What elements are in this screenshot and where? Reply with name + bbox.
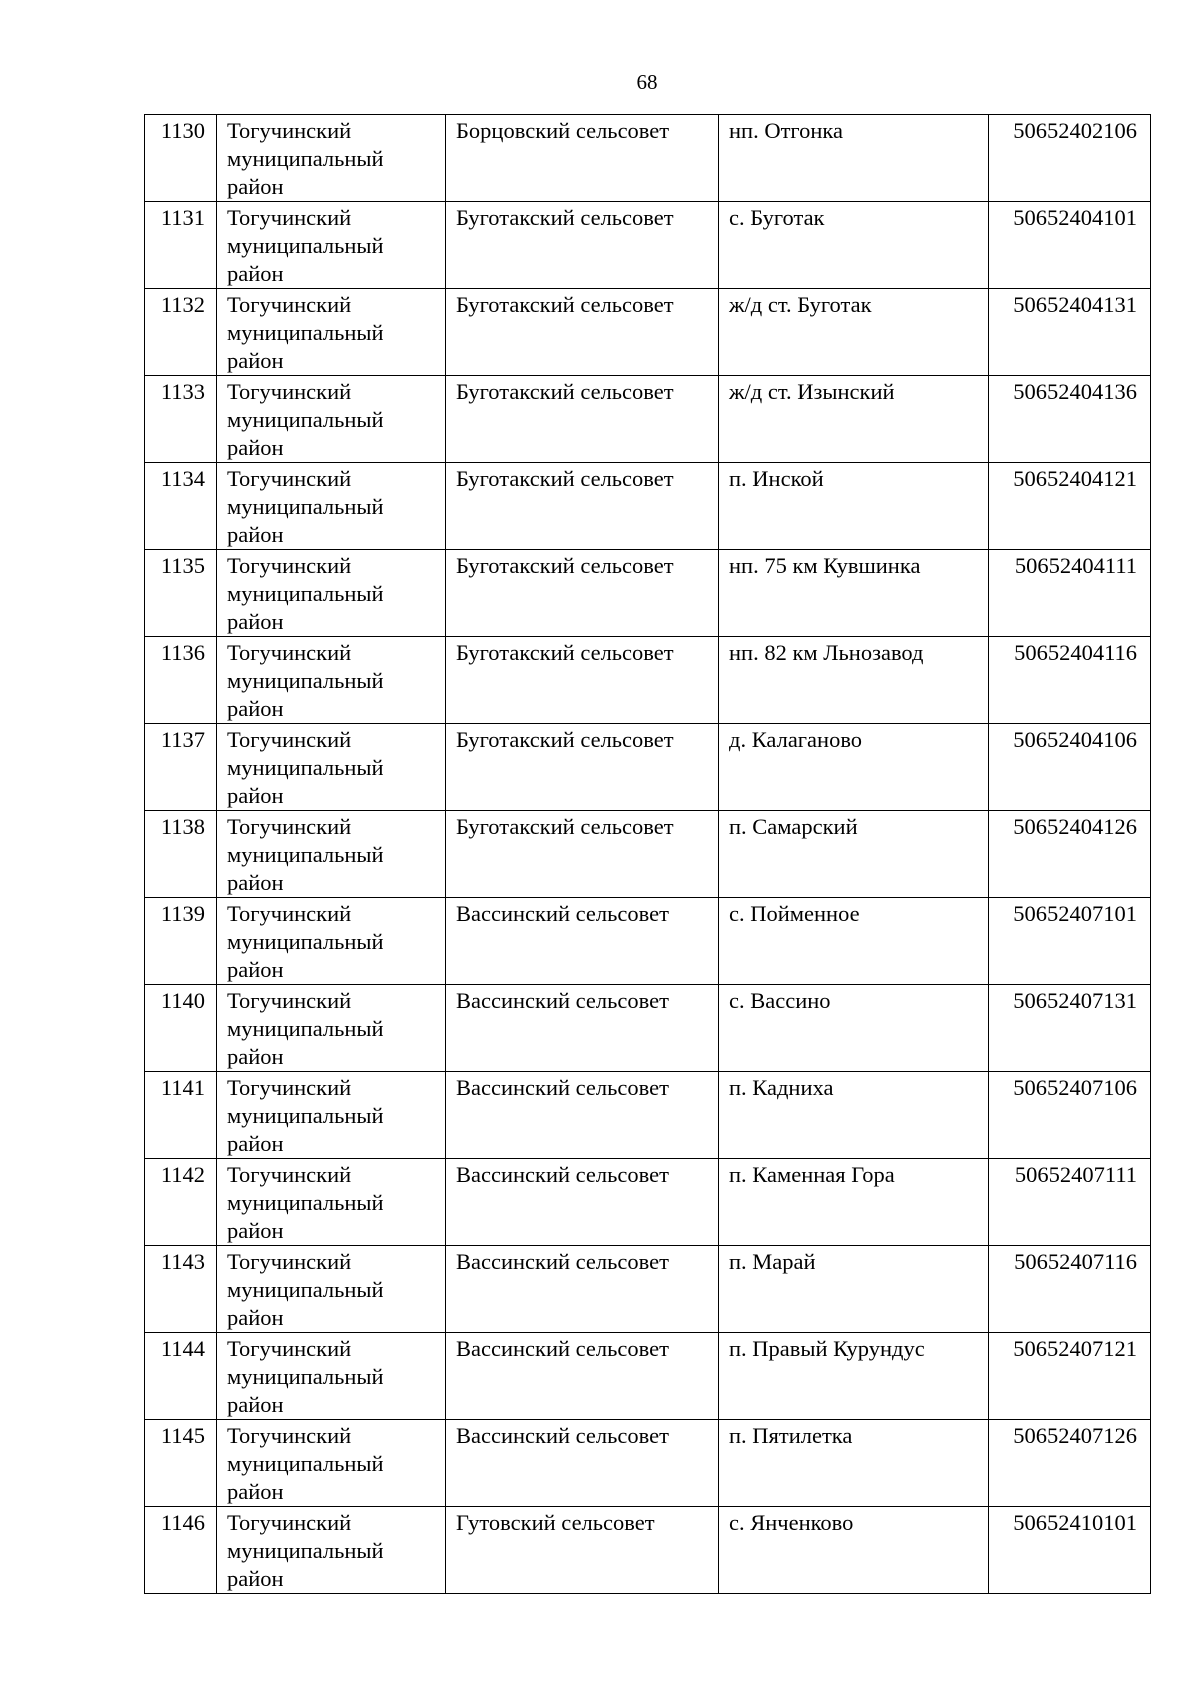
table-row: [145, 1159, 1151, 1246]
settlement-cell: п. Инской: [719, 463, 989, 550]
council-cell: Буготакский сельсовет: [446, 637, 719, 724]
council-cell: Вассинский сельсовет: [446, 1333, 719, 1420]
district-cell: Тогучинский муниципальный район: [217, 289, 446, 376]
settlement-cell: п. Кадниха: [719, 1072, 989, 1159]
settlement-cell: п. Самарский: [719, 811, 989, 898]
council-cell: Вассинский сельсовет: [446, 1159, 719, 1246]
district-cell: Тогучинский муниципальный район: [217, 1420, 446, 1507]
oktmo-code-cell: 50652407116: [989, 1246, 1151, 1333]
district-cell: Тогучинский муниципальный район: [217, 463, 446, 550]
table-row: [145, 202, 1151, 289]
settlement-cell: с. Янченково: [719, 1507, 989, 1594]
row-number-cell: 1130: [145, 115, 217, 202]
district-cell: Тогучинский муниципальный район: [217, 115, 446, 202]
council-cell: Буготакский сельсовет: [446, 202, 719, 289]
district-cell: Тогучинский муниципальный район: [217, 202, 446, 289]
table-row: [145, 811, 1151, 898]
row-number-cell: 1137: [145, 724, 217, 811]
council-cell: Вассинский сельсовет: [446, 898, 719, 985]
table-row: [145, 1507, 1151, 1594]
oktmo-code-cell: 50652410101: [989, 1507, 1151, 1594]
row-number-cell: 1138: [145, 811, 217, 898]
row-number-cell: 1131: [145, 202, 217, 289]
council-cell: Буготакский сельсовет: [446, 463, 719, 550]
district-cell: Тогучинский муниципальный район: [217, 637, 446, 724]
settlement-cell: п. Марай: [719, 1246, 989, 1333]
oktmo-code-cell: 50652404121: [989, 463, 1151, 550]
row-number-cell: 1145: [145, 1420, 217, 1507]
row-number-cell: 1140: [145, 985, 217, 1072]
table-row: [145, 550, 1151, 637]
settlement-cell: с. Пойменное: [719, 898, 989, 985]
oktmo-code-cell: 50652402106: [989, 115, 1151, 202]
row-number-cell: 1135: [145, 550, 217, 637]
oktmo-code-cell: 50652407106: [989, 1072, 1151, 1159]
settlements-table: [144, 114, 1151, 1594]
oktmo-code-cell: 50652404101: [989, 202, 1151, 289]
table-row: [145, 724, 1151, 811]
oktmo-code-cell: 50652404106: [989, 724, 1151, 811]
settlement-cell: с. Вассино: [719, 985, 989, 1072]
table-row: [145, 376, 1151, 463]
district-cell: Тогучинский муниципальный район: [217, 1507, 446, 1594]
district-cell: Тогучинский муниципальный район: [217, 724, 446, 811]
oktmo-code-cell: 50652407126: [989, 1420, 1151, 1507]
table-row: [145, 115, 1151, 202]
district-cell: Тогучинский муниципальный район: [217, 1159, 446, 1246]
table-row: [145, 637, 1151, 724]
council-cell: Вассинский сельсовет: [446, 1246, 719, 1333]
oktmo-code-cell: 50652404116: [989, 637, 1151, 724]
row-number-cell: 1139: [145, 898, 217, 985]
row-number-cell: 1142: [145, 1159, 217, 1246]
district-cell: Тогучинский муниципальный район: [217, 1246, 446, 1333]
settlement-cell: нп. 82 км Льнозавод: [719, 637, 989, 724]
row-number-cell: 1146: [145, 1507, 217, 1594]
row-number-cell: 1141: [145, 1072, 217, 1159]
council-cell: Буготакский сельсовет: [446, 550, 719, 637]
district-cell: Тогучинский муниципальный район: [217, 1333, 446, 1420]
council-cell: Вассинский сельсовет: [446, 1420, 719, 1507]
district-cell: Тогучинский муниципальный район: [217, 1072, 446, 1159]
row-number-cell: 1134: [145, 463, 217, 550]
district-cell: Тогучинский муниципальный район: [217, 376, 446, 463]
oktmo-code-cell: 50652404111: [989, 550, 1151, 637]
settlement-cell: ж/д ст. Изынский: [719, 376, 989, 463]
settlement-cell: нп. Отгонка: [719, 115, 989, 202]
settlement-cell: ж/д ст. Буготак: [719, 289, 989, 376]
table-row: [145, 289, 1151, 376]
district-cell: Тогучинский муниципальный район: [217, 898, 446, 985]
council-cell: Вассинский сельсовет: [446, 1072, 719, 1159]
oktmo-code-cell: 50652407101: [989, 898, 1151, 985]
row-number-cell: 1132: [145, 289, 217, 376]
district-cell: Тогучинский муниципальный район: [217, 550, 446, 637]
settlement-cell: п. Пятилетка: [719, 1420, 989, 1507]
council-cell: Буготакский сельсовет: [446, 811, 719, 898]
oktmo-code-cell: 50652404131: [989, 289, 1151, 376]
settlement-cell: нп. 75 км Кувшинка: [719, 550, 989, 637]
oktmo-code-cell: 50652404136: [989, 376, 1151, 463]
table-row: [145, 985, 1151, 1072]
settlement-cell: с. Буготак: [719, 202, 989, 289]
table-row: [145, 1246, 1151, 1333]
oktmo-code-cell: 50652407111: [989, 1159, 1151, 1246]
council-cell: Буготакский сельсовет: [446, 289, 719, 376]
council-cell: Буготакский сельсовет: [446, 376, 719, 463]
settlement-cell: п. Правый Курундус: [719, 1333, 989, 1420]
table-body: [145, 115, 1151, 1594]
council-cell: Вассинский сельсовет: [446, 985, 719, 1072]
settlement-cell: д. Калаганово: [719, 724, 989, 811]
council-cell: Борцовский сельсовет: [446, 115, 719, 202]
council-cell: Буготакский сельсовет: [446, 724, 719, 811]
council-cell: Гутовский сельсовет: [446, 1507, 719, 1594]
row-number-cell: 1133: [145, 376, 217, 463]
settlement-cell: п. Каменная Гора: [719, 1159, 989, 1246]
table-row: [145, 1333, 1151, 1420]
table-row: [145, 1420, 1151, 1507]
oktmo-code-cell: 50652407121: [989, 1333, 1151, 1420]
table-row: [145, 1072, 1151, 1159]
table-row: [145, 463, 1151, 550]
page-number: 68: [636, 70, 658, 94]
row-number-cell: 1144: [145, 1333, 217, 1420]
district-cell: Тогучинский муниципальный район: [217, 811, 446, 898]
oktmo-code-cell: 50652407131: [989, 985, 1151, 1072]
oktmo-code-cell: 50652404126: [989, 811, 1151, 898]
table-row: [145, 898, 1151, 985]
row-number-cell: 1143: [145, 1246, 217, 1333]
row-number-cell: 1136: [145, 637, 217, 724]
district-cell: Тогучинский муниципальный район: [217, 985, 446, 1072]
